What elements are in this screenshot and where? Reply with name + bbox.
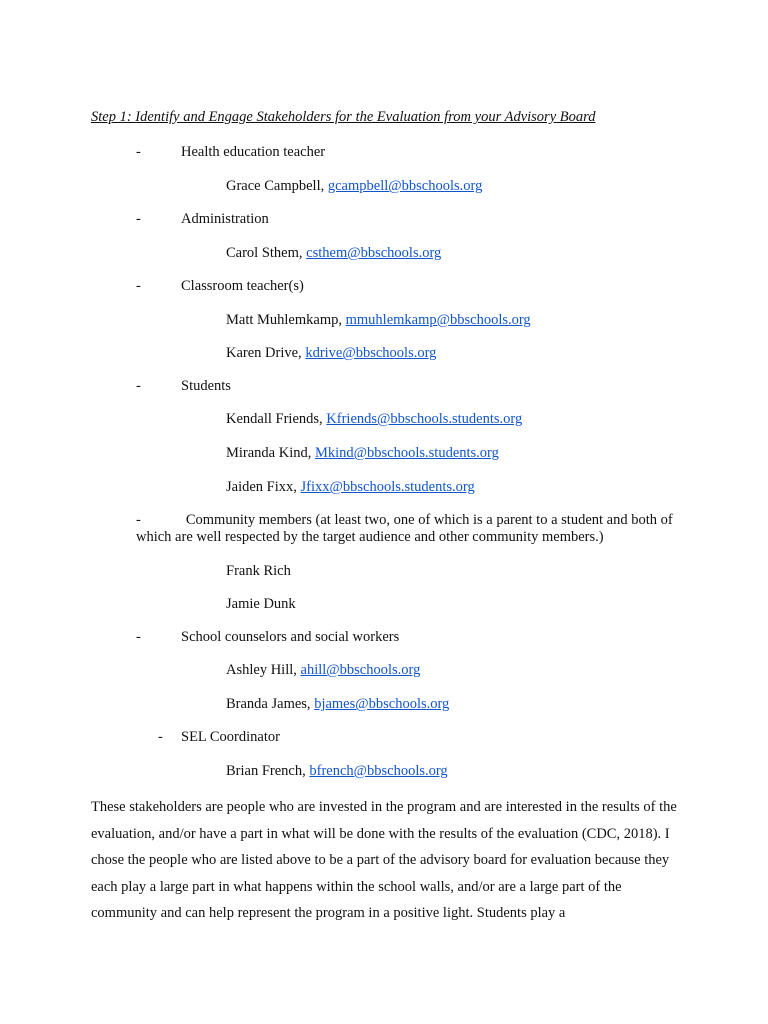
person-name: Brian French, [226,763,310,779]
email-link[interactable]: mmuhlemkamp@bbschools.org [345,312,531,328]
person-name: Matt Muhlemkamp, [226,312,346,328]
email-link[interactable]: bfrench@bbschools.org [309,763,448,779]
section-heading: Step 1: Identify and Engage Stakeholders for the Evaluation from your Advisory Board [91,109,596,125]
person-name: Frank Rich [226,563,291,579]
group-label: Health education teacher [181,144,326,160]
email-link[interactable]: kdrive@bbschools.org [305,345,437,361]
group-label: Classroom teacher(s) [181,278,304,294]
person-name: Branda James, [226,696,315,712]
person-name: Kendall Friends, [226,411,327,427]
email-link[interactable]: Jfixx@bbschools.students.org [300,479,475,495]
list-dash: - [158,729,163,745]
person-name: Karen Drive, [226,345,306,361]
group-label: Community members (at least two, one of which is a parent to a student and both of which are well respected by the target audience and other community members.) [136,512,673,545]
list-dash: - [136,378,141,394]
list-dash: - [136,278,141,294]
list-dash: - [136,629,141,645]
person-name: Ashley Hill, [226,662,301,678]
email-link[interactable]: gcampbell@bbschools.org [327,178,483,194]
person-name: Miranda Kind, [226,445,315,461]
email-link[interactable]: csthem@bbschools.org [306,245,442,261]
email-link[interactable]: Kfriends@bbschools.students.org [326,411,523,427]
person-name: Jamie Dunk [226,596,296,612]
email-link[interactable]: ahill@bbschools.org [300,662,421,678]
stakeholder-group-community [136,512,681,546]
group-label: Students [181,378,231,394]
email-link[interactable]: Mkind@bbschools.students.org [315,445,499,461]
body-paragraph: These stakeholders are people who are invested in the program and are interested in the results of the evaluation, and/or have a part in what will be done with the results of the evaluation (CDC, 2018). I chose the people who are listed above to be a part of the advisory board for evaluation because they each play a large part in what happens within the school walls, and/or are a large part of the community and can help represent the program in a positive light. Students play a [91,799,677,922]
email-link[interactable]: bjames@bbschools.org [314,696,450,712]
person-name: Jaiden Fixx, [226,479,301,495]
person-name: Carol Sthem, [226,245,307,261]
list-dash: - [136,211,141,227]
group-label: School counselors and social workers [181,629,400,645]
group-label: SEL Coordinator [181,729,280,745]
list-dash: - [136,144,141,160]
list-dash: - [136,512,141,528]
group-label: Administration [181,211,269,227]
person-name: Grace Campbell, [226,178,328,194]
